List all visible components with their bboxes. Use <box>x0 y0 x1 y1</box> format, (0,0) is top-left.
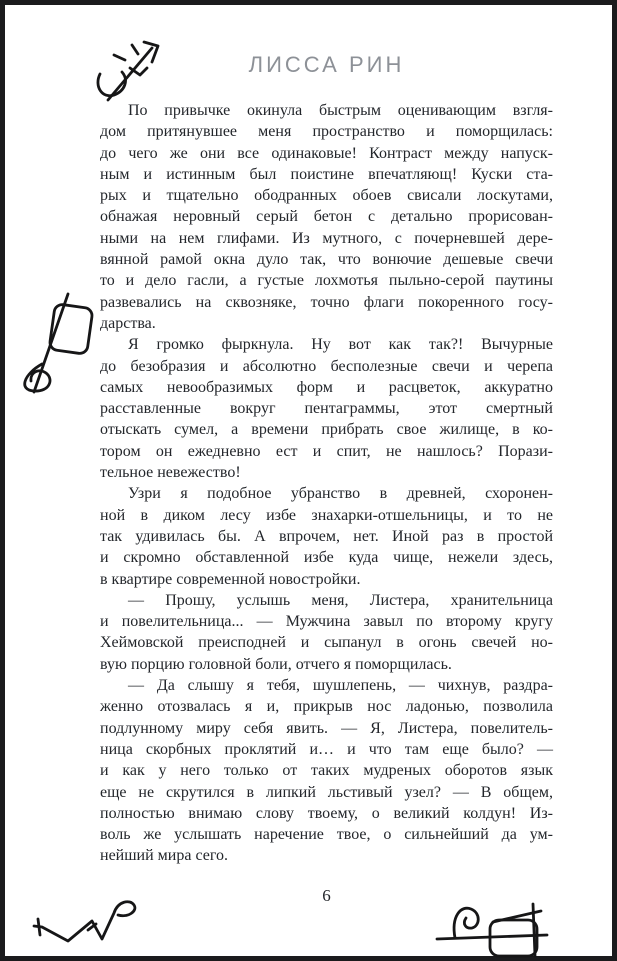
text-line: то и дело гасли, а густые лохмотья пыльно-серой паутины <box>100 272 553 290</box>
text-line: расставленные вокруг пентаграммы, этот смертный <box>100 400 553 418</box>
paragraph <box>100 675 553 867</box>
text-line: — Да слышу я тебя, шушлепень, — чихнув, раздра- <box>128 677 553 695</box>
text-line: и как у него только от таких мудреных оборотов язык <box>100 762 553 780</box>
paragraph <box>100 483 553 589</box>
text-line: и скромно обставленной избе куда чище, нежели здесь, <box>100 549 553 567</box>
text-line: тельное невежество! <box>100 464 241 482</box>
text-line: Узри я подобное убранство в древней, схоронен- <box>128 485 553 503</box>
text-line: вую порцию головной боли, отчего я поморщилась. <box>100 655 452 673</box>
text-line: ница скорбных проклятий и… и что там еще было? — <box>100 740 553 758</box>
text-line: отыскать сумел, а времени прибрать свое жилище, в ко- <box>100 421 553 439</box>
running-header-author: ЛИССА РИН <box>248 52 405 77</box>
paragraph <box>100 590 553 675</box>
text-line: обнажая неровный серый бетон с детально прорисован- <box>100 208 553 226</box>
text-line: По привычке окинула быстрым оценивающим взгля- <box>128 102 553 119</box>
rune-doodle-top-left-icon <box>94 38 166 104</box>
paragraph <box>100 100 553 334</box>
text-line: Я громко фыркнула. Ну вот как так?! Вычурные <box>128 336 553 354</box>
text-line: до безобразия и абсолютно бесполезные свечи и черепа <box>100 357 553 375</box>
text-line: нейший мира сего. <box>100 847 229 865</box>
text-line: подлунному миру себя явить. — Я, Листера, повелитель- <box>100 719 553 737</box>
rune-doodle-mid-left-icon <box>8 292 100 394</box>
text-line: — Прошу, услышь меня, Листера, хранительница <box>128 591 553 609</box>
paragraph <box>100 334 553 483</box>
text-line: воль же услышать наречение твое, о сильнейший да ум- <box>100 826 553 844</box>
text-line: так удивилась бы. А впрочем, нет. Иной раз в простой <box>100 527 553 545</box>
text-line: ными на нем глифами. Из мутного, с почерневшей дере- <box>100 229 553 247</box>
text-line: до чего же они все одинаковые! Контраст между напуск- <box>100 144 553 162</box>
text-line: еще не скрутился в липкий льстивый узел? — В общем, <box>100 783 553 801</box>
text-line: дом притянувшее меня пространство и поморщилась: <box>100 123 553 141</box>
text-block <box>100 100 553 867</box>
text-line: Хеймовской преисподней и сыпанул в огонь свечей но- <box>100 634 553 652</box>
text-line: развевались на сквозняке, точно флаги покоренного госу- <box>100 293 553 311</box>
text-line: рых и тщательно ободранных обоев свисали лоскутами, <box>100 187 553 205</box>
text-line: в квартире современной новостройки. <box>100 570 361 588</box>
text-line: ной в диком лесу избе знахарки-отшельницы, и то не <box>100 506 553 524</box>
text-line: и повелительница... — Мужчина завыл по второму кругу <box>100 613 553 631</box>
text-line: вянной рамой окна дуло так, что вонючие дешевые свечи <box>100 251 553 269</box>
text-line: ным и истинным был поистине впечатляющ! Куски ста- <box>100 165 553 183</box>
text-line: тором он ежедневно ест и спит, не нашлось? Порази- <box>100 442 553 460</box>
page-number: 6 <box>322 886 331 905</box>
text-line: дарства. <box>100 314 156 332</box>
text-line: женно отозвалась я и, прикрыв нос ладонью, позволила <box>100 698 553 716</box>
text-line: самых невообразимых форм и расцветок, аккуратно <box>100 378 553 396</box>
text-line: полностью внимаю слову твоему, о великий колдун! Из- <box>100 804 553 822</box>
